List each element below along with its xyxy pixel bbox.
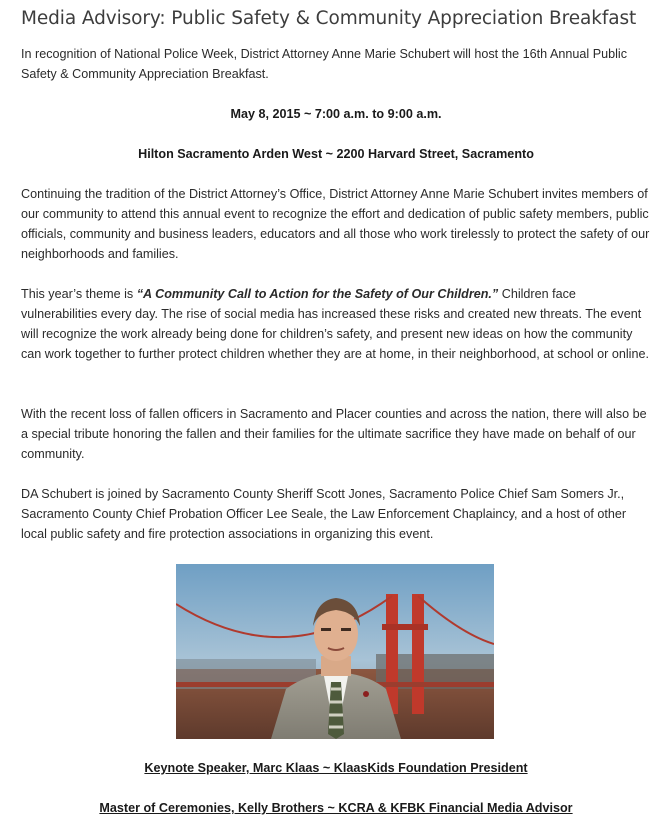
speaker-photo-illustration (176, 564, 494, 739)
event-location-line: Hilton Sacramento Arden West ~ 2200 Harvard Street, Sacramento (138, 147, 534, 161)
tribute-paragraph: With the recent loss of fallen officers in Sacramento and Placer counties and across the nation, there will also be a special tribute honoring the fallen and their families for the ultimate sacrifice they have made on behalf of our community. (21, 407, 647, 461)
theme-paragraph (21, 284, 651, 364)
theme-lead-text: This year’s theme is (21, 287, 137, 301)
keynote-speaker-photo (176, 564, 494, 739)
theme-rest-text: Children face vulnerabilities every day. The rise of social media has increased these risks and created new threats. The event will recognize the work already being done for children’s safety, and present new ideas on how the community can work together to further protect children whether they are at home, in their neighborhood, at school or online. (21, 287, 649, 361)
page-title: Media Advisory: Public Safety & Community Appreciation Breakfast (21, 8, 637, 29)
master-of-ceremonies-caption: Master of Ceremonies, Kelly Brothers ~ KCRA & KFBK Financial Media Advisor (99, 801, 573, 815)
keynote-speaker-caption: Keynote Speaker, Marc Klaas ~ KlaasKids Foundation President (144, 761, 528, 775)
tradition-paragraph: Continuing the tradition of the District Attorney’s Office, District Attorney Anne Marie Schubert invites members of our community to attend this annual event to recognize the effort and dedication of public safety members, public officials, community and business leaders, educators and all those who work tirelessly to protect the safety of our neighborhoods and families. (21, 187, 650, 261)
intro-paragraph: In recognition of National Police Week, District Attorney Anne Marie Schubert will host the 16th Annual Public Safety & Community Appreciation Breakfast. (21, 47, 627, 81)
theme-quote: “A Community Call to Action for the Safety of Our Children.” (136, 287, 499, 301)
event-date-line: May 8, 2015 ~ 7:00 a.m. to 9:00 a.m. (230, 107, 442, 121)
partners-paragraph: DA Schubert is joined by Sacramento County Sheriff Scott Jones, Sacramento Police Chief Sam Somers Jr., Sacramento County Chief Probation Officer Lee Seale, the Law Enforcement Chaplaincy, and a host of other local public safety and fire protection associations in organizing this event. (21, 487, 627, 541)
